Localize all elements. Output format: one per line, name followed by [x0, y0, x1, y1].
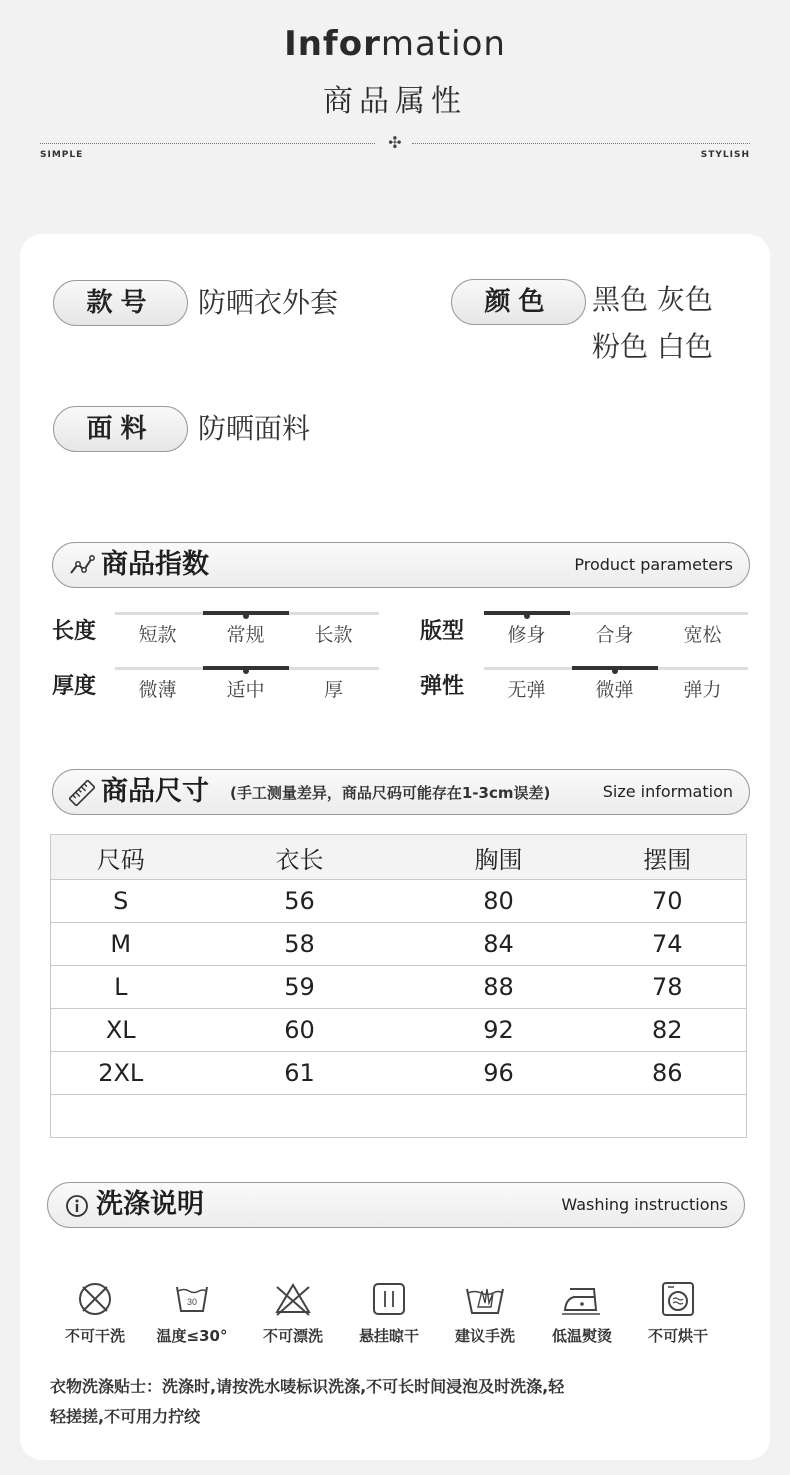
divider-left	[40, 143, 375, 144]
wash-label: 不可漂洗	[262, 1327, 323, 1345]
table-row-empty	[51, 1095, 747, 1138]
wash-label: 不可烘干	[647, 1327, 708, 1345]
wash-item-low-iron	[542, 1279, 622, 1346]
cell-length: 58	[191, 923, 409, 966]
no-tumble-dry-icon	[658, 1279, 698, 1319]
fabric-value: 防晒面料	[198, 412, 311, 445]
wash-item-30	[152, 1279, 232, 1346]
no-dry-clean-icon	[75, 1279, 115, 1319]
params-section-header	[52, 542, 750, 588]
param-option: 合身	[595, 624, 634, 646]
cell-length: 60	[191, 1009, 409, 1052]
cell-hem: 82	[589, 1009, 747, 1052]
cell-chest: 80	[409, 880, 589, 923]
cell-chest: 92	[409, 1009, 589, 1052]
cell-size: L	[51, 966, 191, 1009]
wash-title: 洗涤说明	[96, 1189, 204, 1220]
wash-item-no-tumble-dry	[638, 1279, 718, 1346]
table-row	[51, 1009, 747, 1052]
wash-label: 建议手洗	[454, 1327, 515, 1345]
param-option: 宽松	[683, 624, 722, 646]
length-col-header: 衣长	[191, 835, 409, 880]
param-option: 适中	[226, 679, 265, 701]
cell-hem: 78	[589, 966, 747, 1009]
params-title: 商品指数	[101, 549, 209, 580]
wash-item-no-dry-clean	[55, 1279, 135, 1346]
cell-length: 56	[191, 880, 409, 923]
param-label: 厚度	[52, 674, 97, 699]
wash-label: 不可干洗	[64, 1327, 125, 1345]
wash-label: 悬挂晾干	[358, 1327, 419, 1345]
wash-label: 温度≤30°	[156, 1327, 228, 1345]
style-value: 防晒衣外套	[198, 286, 339, 319]
param-selected-dot	[524, 613, 530, 619]
table-row	[51, 923, 747, 966]
param-option: 厚	[323, 679, 343, 701]
tag-simple: SIMPLE	[40, 150, 84, 160]
cell-size: XL	[51, 1009, 191, 1052]
cell-chest: 96	[409, 1052, 589, 1095]
color-value-line1: 黑色 灰色	[592, 283, 713, 316]
color-value-line2: 粉色 白色	[592, 330, 713, 363]
fabric-label-pill: 面料	[53, 406, 188, 452]
cell-length: 59	[191, 966, 409, 1009]
wash-item-hang-dry	[349, 1279, 429, 1346]
cell-hem: 74	[589, 923, 747, 966]
ruler-icon	[69, 780, 95, 806]
param-label: 长度	[52, 619, 97, 644]
param-option: 长款	[314, 624, 353, 646]
cell-hem: 86	[589, 1052, 747, 1095]
param-option: 无弹	[507, 679, 546, 701]
wash-30-icon	[172, 1279, 212, 1319]
divider-right	[412, 143, 750, 144]
param-selected-dot	[243, 668, 249, 674]
size-table	[50, 834, 747, 1138]
param-option: 修身	[507, 624, 546, 646]
param-selected-dot	[612, 668, 618, 674]
wash-en-title: Washing instructions	[561, 1195, 728, 1214]
style-label-pill: 款号	[53, 280, 188, 326]
page-subtitle: 商品属性	[323, 84, 467, 119]
size-note: (手工测量差异，商品尺码可能存在1-3cm误差)	[230, 784, 551, 802]
param-label: 弹性	[420, 674, 465, 699]
param-option: 短款	[138, 624, 177, 646]
hang-dry-icon	[369, 1279, 409, 1319]
svg-text:30: 30	[186, 1297, 198, 1307]
cell-size: 2XL	[51, 1052, 191, 1095]
param-option: 微弹	[595, 679, 634, 701]
wash-tip-line1: 衣物洗涤贴士：洗涤时,请按洗水唛标识洗涤,不可长时间浸泡及时洗涤,轻	[50, 1377, 565, 1396]
trend-line-icon	[69, 553, 95, 579]
cell-chest: 84	[409, 923, 589, 966]
info-icon	[64, 1193, 90, 1219]
low-iron-icon	[560, 1279, 604, 1319]
tag-stylish: STYLISH	[700, 150, 750, 160]
wash-tip-line2: 轻搓搓,不可用力拧绞	[50, 1407, 201, 1426]
size-title: 商品尺寸	[101, 776, 209, 807]
wash-section-header	[47, 1182, 745, 1228]
param-selected-dot	[243, 613, 249, 619]
hand-wash-icon	[463, 1279, 507, 1319]
cell-chest: 88	[409, 966, 589, 1009]
param-option: 常规	[226, 624, 265, 646]
params-en-title: Product parameters	[574, 555, 733, 574]
wash-label: 低温熨烫	[551, 1327, 612, 1345]
no-bleach-icon	[273, 1279, 313, 1319]
wash-tip	[50, 1372, 650, 1432]
chest-col-header: 胸围	[409, 835, 589, 880]
hem-col-header: 摆围	[589, 835, 747, 880]
param-option: 微薄	[138, 679, 177, 701]
wash-item-no-bleach	[253, 1279, 333, 1346]
size-col-header: 尺码	[51, 835, 191, 880]
size-en-title: Size information	[602, 782, 733, 801]
size-table-header-row	[51, 835, 747, 880]
cell-size: M	[51, 923, 191, 966]
color-label-pill: 颜色	[451, 279, 586, 325]
param-label: 版型	[420, 619, 465, 644]
cell-length: 61	[191, 1052, 409, 1095]
table-row	[51, 966, 747, 1009]
page-title: Information	[284, 24, 506, 64]
wash-item-hand-wash	[445, 1279, 525, 1346]
table-row	[51, 880, 747, 923]
cell-size: S	[51, 880, 191, 923]
size-section-header	[52, 769, 750, 815]
ornament-cross-icon: ✣	[388, 133, 402, 152]
cell-hem: 70	[589, 880, 747, 923]
table-row	[51, 1052, 747, 1095]
param-option: 弹力	[683, 679, 722, 701]
info-card	[20, 234, 770, 1460]
